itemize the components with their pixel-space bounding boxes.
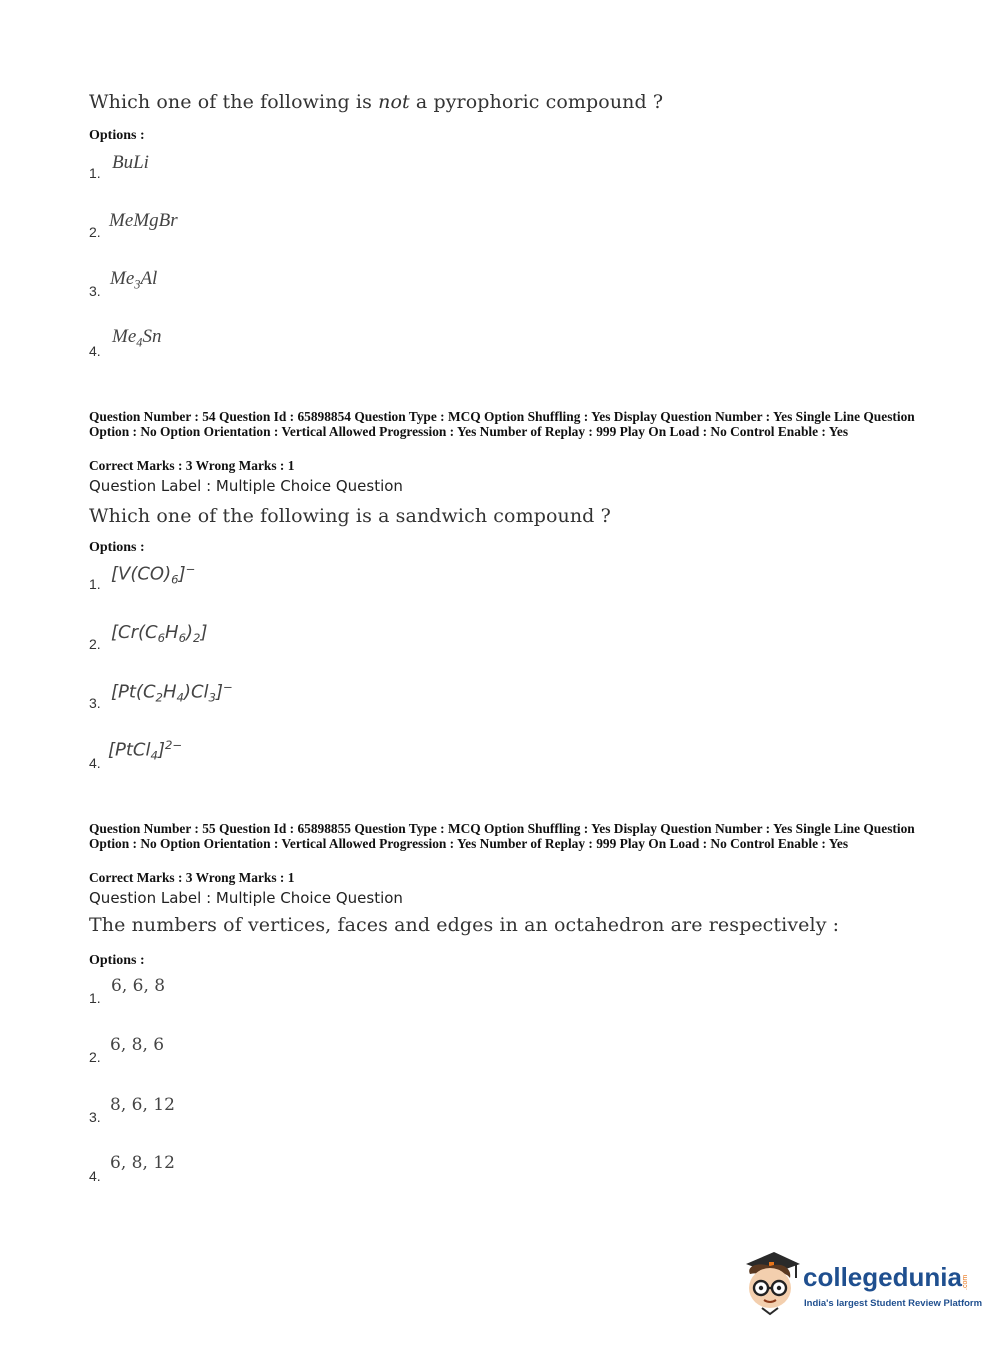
- question-53-text-before: Which one of the following is: [89, 91, 379, 113]
- question-54-options-label: Options :: [89, 540, 145, 555]
- option-value: MeMgBr: [109, 210, 178, 231]
- question-53-option-2[interactable]: [89, 210, 389, 244]
- logo-tagline: India's largest Student Review Platform: [804, 1298, 983, 1309]
- question-55-option-2[interactable]: [89, 1034, 389, 1068]
- option-number: 3.: [89, 695, 101, 711]
- option-number: 1.: [89, 165, 101, 181]
- option-value: $[Pt(C_2H_4)Cl_3]^-$: [111, 680, 233, 705]
- question-55-option-3[interactable]: [89, 1094, 389, 1128]
- question-53-text-emphasis: not: [378, 91, 410, 113]
- question-54-text: Which one of the following is a sandwich compound ?: [89, 505, 611, 527]
- option-number: 2.: [89, 224, 101, 240]
- option-value: BuLi: [112, 152, 149, 173]
- logo-wordmark: collegedunia: [803, 1262, 962, 1292]
- option-value: 8, 6, 12: [110, 1095, 175, 1115]
- question-55-option-1[interactable]: [89, 975, 389, 1009]
- question-54-meta: Question Number : 54 Question Id : 65898854 Question Type : MCQ Option Shuffling : Yes Display Question Number : Yes Single Line Question Option : No Option Orientation : Vertical Allowed Progression : Yes Number of Replay : 999 Play On Load : No Control Enable : Yes: [89, 409, 915, 439]
- option-number: 3.: [89, 1109, 101, 1125]
- question-54-label: Question Label : Multiple Choice Question: [89, 477, 403, 495]
- question-53-options-label: Options :: [89, 128, 145, 143]
- option-number: 4.: [89, 755, 101, 771]
- question-53-text-after: a pyrophoric compound ?: [409, 91, 664, 113]
- option-number: 4.: [89, 343, 101, 359]
- question-55-text: The numbers of vertices, faces and edges in an octahedron are respectively :: [89, 914, 840, 936]
- option-value: $Me_4Sn$: [112, 326, 162, 350]
- option-value: $[V(CO)_6]^-$: [111, 562, 196, 587]
- question-54-option-1[interactable]: [89, 562, 389, 596]
- mascot-icon: [740, 1248, 802, 1316]
- question-55-option-4[interactable]: [89, 1152, 389, 1186]
- question-54-option-3[interactable]: [89, 680, 389, 714]
- option-value: $Me_3Al$: [110, 268, 158, 292]
- option-value: $[Cr(C_6H_6)_2]$: [111, 622, 208, 646]
- question-54-marks: Correct Marks : 3 Wrong Marks : 1: [89, 458, 295, 473]
- option-number: 1.: [89, 990, 101, 1006]
- question-53-option-1[interactable]: [89, 152, 389, 186]
- question-54-option-2[interactable]: [89, 622, 389, 656]
- option-number: 1.: [89, 576, 101, 592]
- question-54-option-4[interactable]: [89, 738, 389, 772]
- question-53-text: [89, 91, 663, 113]
- option-value: 6, 8, 12: [110, 1153, 175, 1173]
- option-value: [PtCl$_4$]$^{2-}$: [108, 738, 183, 763]
- question-53-option-4[interactable]: [89, 326, 389, 360]
- question-53-option-3[interactable]: [89, 268, 389, 302]
- logo-com: .com: [962, 1274, 969, 1290]
- option-value: 6, 8, 6: [110, 1035, 165, 1055]
- question-55-options-label: Options :: [89, 953, 145, 968]
- option-number: 2.: [89, 636, 101, 652]
- question-55-meta: Question Number : 55 Question Id : 65898855 Question Type : MCQ Option Shuffling : Yes Display Question Number : Yes Single Line Question Option : No Option Orientation : Vertical Allowed Progression : Yes Number of Replay : 999 Play On Load : No Control Enable : Yes: [89, 821, 915, 851]
- collegedunia-logo: [740, 1248, 983, 1318]
- question-55-marks: Correct Marks : 3 Wrong Marks : 1: [89, 870, 295, 885]
- question-55-label: Question Label : Multiple Choice Question: [89, 889, 403, 907]
- option-number: 3.: [89, 283, 101, 299]
- option-value: 6, 6, 8: [111, 976, 166, 996]
- option-number: 4.: [89, 1168, 101, 1184]
- option-number: 2.: [89, 1049, 101, 1065]
